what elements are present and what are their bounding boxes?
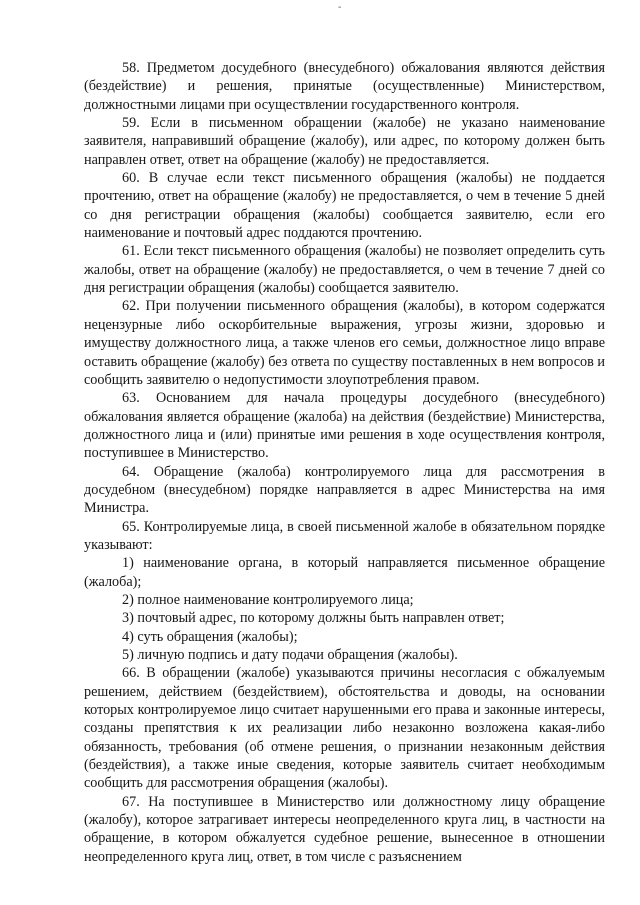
document-body: [84, 59, 605, 866]
page-top-mark: -: [338, 2, 342, 13]
paragraph-67: 67. На поступившее в Министерство или должностному лицу обращение (жалобу), которое затрагивает интересы неопределенного круга лиц, в частности на обращение, в котором обжалуется судебное решение, вынесенное в отношении неопределенного круга лиц, ответ, в том числе с разъяснением: [84, 793, 605, 865]
paragraph-62: 62. При получении письменного обращения (жалобы), в котором содержатся нецензурные либо оскорбительные выражения, угрозы жизни, здоровью и имуществу должностного лица, а также членов его семьи, должностное лицо вправе оставить обращение (жалобу) без ответа по существу поставленных в нем вопросов и сообщить заявителю о недопустимости злоупотребления правом.: [84, 298, 605, 388]
list-item-1: 1) наименование органа, в который направляется письменное обращение (жалоба);: [84, 555, 605, 590]
paragraph-61: 61. Если текст письменного обращения (жалобы) не позволяет определить суть жалобы, ответ на обращение (жалобу) не предоставляется, о чем в течение 7 дней со дня регистрации обращения (жалобы) сообщается заявителю.: [84, 243, 605, 297]
list-item-5: 5) личную подпись и дату подачи обращения (жалобы).: [122, 647, 458, 663]
paragraph-59: 59. Если в письменном обращении (жалобе) не указано наименование заявителя, направивший обращение (жалобу), или адрес, по которому должен быть направлен ответ, ответ на обращение (жалобу) не предоставляется.: [84, 115, 605, 168]
paragraph-64: 64. Обращение (жалоба) контролируемого лица для рассмотрения в досудебном (внесудебном) порядке направляется в адрес Министерства на имя Министра.: [84, 463, 605, 517]
list-item-3: 3) почтовый адрес, по которому должны быть направлен ответ;: [122, 610, 505, 627]
list-item-4: 4) суть обращения (жалобы);: [122, 628, 298, 645]
paragraph-65: 65. Контролируемые лица, в своей письменной жалобе в обязательном порядке указывают:: [84, 518, 605, 553]
paragraph-66: 66. В обращении (жалобе) указываются причины несогласия с обжалуемым решением, действием (бездействием), обстоятельства и доводы, на основании которых контролируемое лицо считает нарушенными его права и законные интересы, созданы препятствия к их реализации либо незаконно возложена какая-либо обязанность, требования (об отмене решения, о признании незаконным действия (бездействия), а также иные сведения, которые заявитель считает необходимым сообщить для рассмотрения обращения (жалобы).: [84, 665, 605, 792]
paragraph-63: 63. Основанием для начала процедуры досудебного (внесудебного) обжалования является обращение (жалоба) на действия (бездействие) Министерства, должностного лица и (или) принятые ими решения в ходе осуществления контроля, поступившее в Министерство.: [84, 390, 605, 462]
paragraph-58: 58. Предметом досудебного (внесудебного) обжалования являются действия (бездействие) и решения, принятые (осуществленные) Министерством, должностными лицами при осуществлении государственного контроля.: [84, 60, 605, 113]
list-item-2: 2) полное наименование контролируемого лица;: [122, 591, 414, 608]
paragraph-60: 60. В случае если текст письменного обращения (жалобы) не поддается прочтению, ответ на обращение (жалобу) не предоставляется, о чем в течение 5 дней со дня регистрации обращения (жалобы) сообщается заявителю, если его наименование и почтовый адрес поддаются прочтению.: [84, 170, 605, 242]
